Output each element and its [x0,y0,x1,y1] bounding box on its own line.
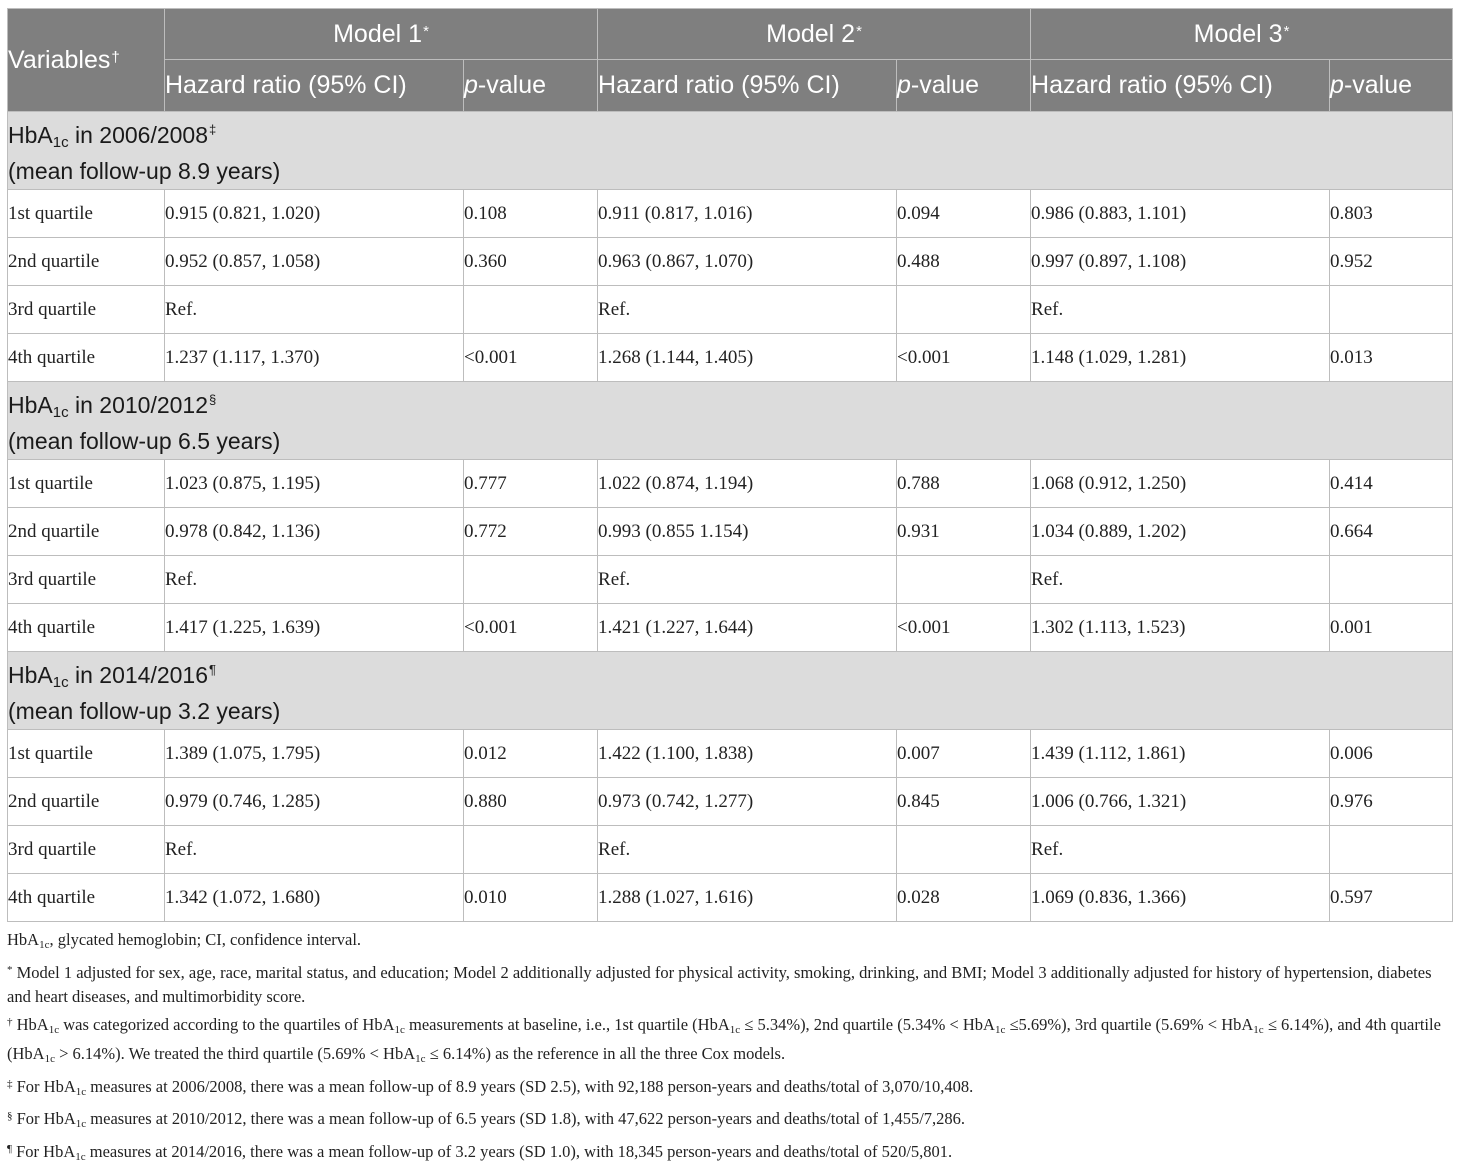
m3-p-value [1330,556,1453,604]
m3-hazard-ratio: Ref. [1031,556,1330,604]
m2-p-value: <0.001 [897,604,1031,652]
m3-hazard-ratio: 1.439 (1.112, 1.861) [1031,730,1330,778]
m2-hazard-ratio: 1.288 (1.027, 1.616) [598,874,897,922]
m2-p-value: 0.488 [897,238,1031,286]
header-row-columns [8,60,1453,112]
table-row [8,508,1453,556]
m3-p-value [1330,286,1453,334]
m1-p-value [464,826,598,874]
section-title: HbA$_{1c}$ in 2010/2012§ (mean follow-up 6.5 years) [8,382,1453,460]
m1-hazard-ratio: 1.237 (1.117, 1.370) [165,334,464,382]
header-row-models [8,9,1453,60]
m3-p-value: 0.414 [1330,460,1453,508]
footnote-section: § For HbA$_{1c}$ measures at 2010/2012, there was a mean follow-up of 6.5 years (SD 1.8), with 47,622 person-years and deaths/total of 1,455/7,286. [7,1104,1452,1137]
m2-hazard-ratio: 0.993 (0.855 1.154) [598,508,897,556]
table-row [8,286,1453,334]
m2-p-value: 0.007 [897,730,1031,778]
table-row [8,730,1453,778]
m1-hazard-ratio: Ref. [165,556,464,604]
row-label: 3rd quartile [8,286,165,334]
row-label: 4th quartile [8,604,165,652]
m2-hazard-ratio: 0.963 (0.867, 1.070) [598,238,897,286]
m2-p-value: 0.028 [897,874,1031,922]
m3-p-value: 0.013 [1330,334,1453,382]
m1-p-value [464,556,598,604]
section-header-row [8,652,1453,730]
m3-p-value: 0.006 [1330,730,1453,778]
table-row [8,190,1453,238]
row-label: 1st quartile [8,190,165,238]
section-title: HbA$_{1c}$ in 2006/2008‡ (mean follow-up 8.9 years) [8,112,1453,190]
m3-p-value [1330,826,1453,874]
row-label: 4th quartile [8,874,165,922]
m1-hazard-ratio: 1.389 (1.075, 1.795) [165,730,464,778]
m3-hazard-ratio: 1.302 (1.113, 1.523) [1031,604,1330,652]
m3-p-value: 0.803 [1330,190,1453,238]
row-label: 1st quartile [8,460,165,508]
m3-p-value: 0.952 [1330,238,1453,286]
m1-p-value: 0.880 [464,778,598,826]
m2-p-value: <0.001 [897,334,1031,382]
m2-hazard-ratio: Ref. [598,826,897,874]
hr-header-m1: Hazard ratio (95% CI) [165,60,464,112]
table-body [8,112,1453,922]
m1-p-value [464,286,598,334]
m1-hazard-ratio: Ref. [165,286,464,334]
m2-p-value [897,556,1031,604]
m2-p-value [897,286,1031,334]
m1-hazard-ratio: Ref. [165,826,464,874]
table-row [8,874,1453,922]
m1-hazard-ratio: 1.417 (1.225, 1.639) [165,604,464,652]
m1-hazard-ratio: 0.979 (0.746, 1.285) [165,778,464,826]
row-label: 3rd quartile [8,826,165,874]
m1-p-value: 0.772 [464,508,598,556]
m3-hazard-ratio: 1.034 (0.889, 1.202) [1031,508,1330,556]
m2-hazard-ratio: Ref. [598,286,897,334]
row-label: 1st quartile [8,730,165,778]
table-row [8,826,1453,874]
m2-hazard-ratio: 0.911 (0.817, 1.016) [598,190,897,238]
footnotes [7,928,1452,1169]
m3-p-value: 0.976 [1330,778,1453,826]
table-row [8,556,1453,604]
m1-p-value: 0.012 [464,730,598,778]
footnote-ddagger: ‡ For HbA$_{1c}$ measures at 2006/2008, there was a mean follow-up of 8.9 years (SD 2.5), with 92,188 person-years and deaths/total of 3,070/10,408. [7,1072,1452,1105]
m2-hazard-ratio: Ref. [598,556,897,604]
p-header-m2: p-value [897,60,1031,112]
m2-hazard-ratio: 1.022 (0.874, 1.194) [598,460,897,508]
m3-hazard-ratio: 0.986 (0.883, 1.101) [1031,190,1330,238]
table-row [8,778,1453,826]
m1-hazard-ratio: 1.023 (0.875, 1.195) [165,460,464,508]
m1-hazard-ratio: 0.952 (0.857, 1.058) [165,238,464,286]
section-header-row [8,112,1453,190]
row-label: 2nd quartile [8,238,165,286]
row-label: 4th quartile [8,334,165,382]
row-label: 2nd quartile [8,508,165,556]
table-row [8,334,1453,382]
m1-p-value: 0.360 [464,238,598,286]
m3-hazard-ratio: Ref. [1031,826,1330,874]
m1-hazard-ratio: 1.342 (1.072, 1.680) [165,874,464,922]
variables-header: Variables† [8,9,165,112]
hr-header-m3: Hazard ratio (95% CI) [1031,60,1330,112]
m2-hazard-ratio: 1.268 (1.144, 1.405) [598,334,897,382]
m1-p-value: <0.001 [464,604,598,652]
m3-hazard-ratio: 1.148 (1.029, 1.281) [1031,334,1330,382]
p-header-m3: p-value [1330,60,1453,112]
row-label: 3rd quartile [8,556,165,604]
m2-hazard-ratio: 0.973 (0.742, 1.277) [598,778,897,826]
hr-header-m2: Hazard ratio (95% CI) [598,60,897,112]
footnote-dagger: † HbA$_{1c}$ was categorized according to the quartiles of HbA$_{1c}$ measurements at baseline, i.e., 1st quartile (HbA$_{1c}$ ≤ 5.34%), 2nd quartile (5.34% < HbA$_{1c}$ ≤5.69%), 3rd quartile (5.69% < HbA$_{1c}$ ≤ 6.14%), and 4th quartile (HbA$_{1c}$ > 6.14%). We treated the third quartile (5.69% < HbA$_{1c}$ ≤ 6.14%) as the reference in all the three Cox models. [7,1010,1452,1072]
m3-p-value: 0.001 [1330,604,1453,652]
m3-hazard-ratio: 1.006 (0.766, 1.321) [1031,778,1330,826]
footnote-abbrev: HbA$_{1c}$, glycated hemoglobin; CI, confidence interval. [7,928,1452,958]
model-3-header: Model 3* [1031,9,1453,60]
table-row [8,460,1453,508]
hazard-ratio-table [7,8,1453,922]
footnote-pilcrow: ¶ For HbA$_{1c}$ measures at 2014/2016, there was a mean follow-up of 3.2 years (SD 1.0), with 18,345 person-years and deaths/total of 520/5,801. [7,1137,1452,1169]
table-row [8,238,1453,286]
m1-p-value: 0.777 [464,460,598,508]
table-row [8,604,1453,652]
m1-p-value: <0.001 [464,334,598,382]
m3-p-value: 0.597 [1330,874,1453,922]
m2-p-value: 0.094 [897,190,1031,238]
results-table-container [7,8,1452,1169]
m1-p-value: 0.108 [464,190,598,238]
p-header-m1: p-value [464,60,598,112]
model-2-header: Model 2* [598,9,1031,60]
m3-hazard-ratio: 0.997 (0.897, 1.108) [1031,238,1330,286]
section-subtitle: (mean follow-up 8.9 years) [8,158,280,184]
m3-p-value: 0.664 [1330,508,1453,556]
m1-p-value: 0.010 [464,874,598,922]
section-title: HbA$_{1c}$ in 2014/2016¶ (mean follow-up 3.2 years) [8,652,1453,730]
m2-hazard-ratio: 1.421 (1.227, 1.644) [598,604,897,652]
model-1-header: Model 1* [165,9,598,60]
footnote-star: * Model 1 adjusted for sex, age, race, marital status, and education; Model 2 additionally adjusted for physical activity, smoking, drinking, and BMI; Model 3 additionally adjusted for history of hypertension, diabetes and heart diseases, and multimorbidity score. [7,958,1452,1010]
m2-p-value: 0.788 [897,460,1031,508]
m2-hazard-ratio: 1.422 (1.100, 1.838) [598,730,897,778]
m3-hazard-ratio: 1.069 (0.836, 1.366) [1031,874,1330,922]
m3-hazard-ratio: 1.068 (0.912, 1.250) [1031,460,1330,508]
m2-p-value [897,826,1031,874]
m2-p-value: 0.845 [897,778,1031,826]
section-header-row [8,382,1453,460]
m2-p-value: 0.931 [897,508,1031,556]
m1-hazard-ratio: 0.915 (0.821, 1.020) [165,190,464,238]
section-subtitle: (mean follow-up 3.2 years) [8,698,280,724]
section-subtitle: (mean follow-up 6.5 years) [8,428,280,454]
row-label: 2nd quartile [8,778,165,826]
m1-hazard-ratio: 0.978 (0.842, 1.136) [165,508,464,556]
m3-hazard-ratio: Ref. [1031,286,1330,334]
